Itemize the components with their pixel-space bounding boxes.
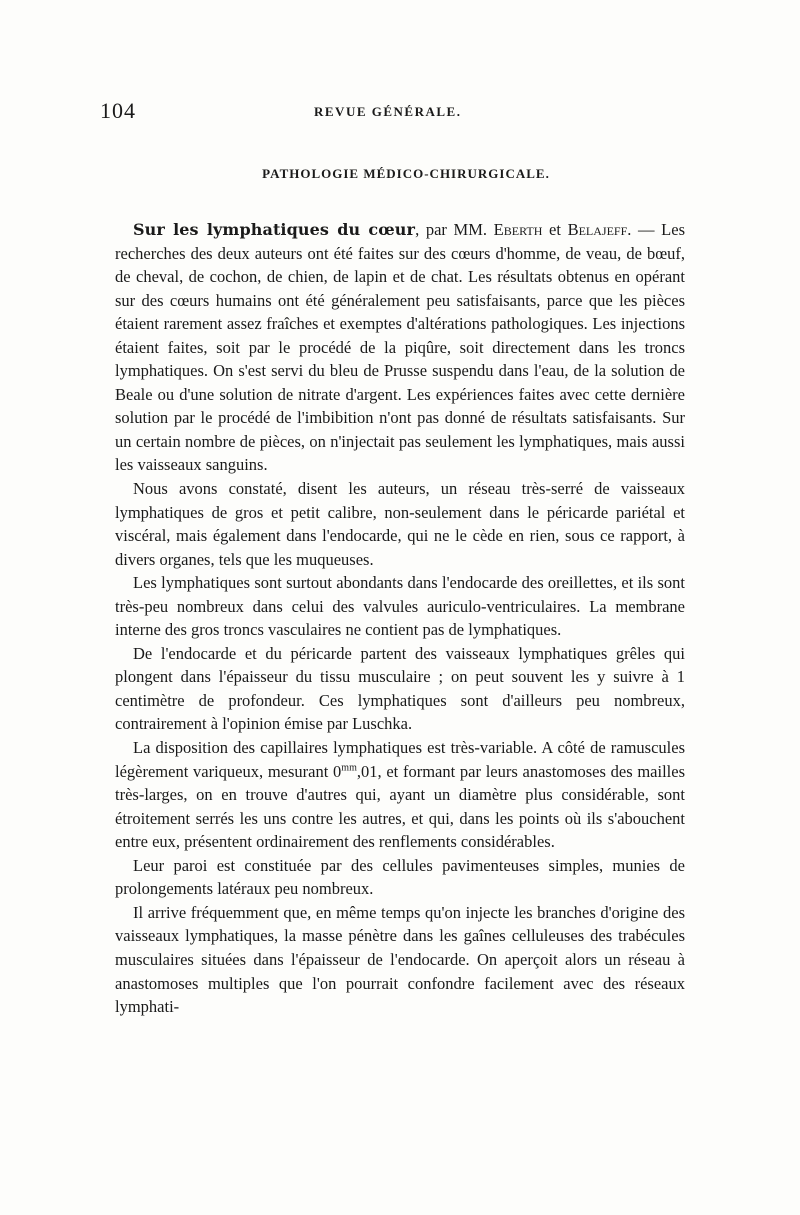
running-head <box>100 98 700 122</box>
article-body <box>115 218 685 1019</box>
paragraph-5-text-b: ,01, et formant par leurs anastomoses des mailles très-larges, on en trouve d'autres qui, ayant un diamètre plus considérable, sont étroitement serrés les uns contre les autres, et qui, dans les points où ils s'abouchent entre eux, présentent ordinairement des renflements considérables. <box>115 761 685 852</box>
paragraph-6: Leur paroi est constituée par des cellules pavimenteuses simples, munies de prolongements latéraux peu nombreux. <box>115 855 685 899</box>
author-eberth: Eberth <box>493 220 543 239</box>
paragraph-4: De l'endocarde et du péricarde partent des vaisseaux lymphatiques grêles qui plongent dans l'épaisseur du tissu musculaire ; on peut souvent les y suivre à 1 centimètre de profondeur. Ces lymphatiques sont d'ailleurs peu nombreux, contrairement à l'opinion émise par Luschka. <box>115 643 685 734</box>
journal-title: REVUE GÉNÉRALE. <box>314 104 462 119</box>
section-title: PATHOLOGIE MÉDICO-CHIRURGICALE. <box>262 166 550 181</box>
paragraph-5 <box>115 736 685 854</box>
byline-join: et <box>542 220 568 239</box>
paragraph-3: Les lymphatiques sont surtout abondants dans l'endocarde des oreillettes, et ils sont très-peu nombreux dans celui des valvules auriculo-ventriculaires. La membrane interne des gros troncs vasculaires ne contient pas de lymphatiques. <box>115 573 685 640</box>
author-belajeff: Belajeff <box>567 220 628 239</box>
byline-prefix: , par MM. <box>415 220 494 239</box>
byline-end: . <box>627 220 632 239</box>
paragraph-2: Nous avons constaté, disent les auteurs, un réseau très-serré de vaisseaux lymphatiques de gros et petit calibre, non-seulement dans le péricarde pariétal et viscéral, mais également dans l'endocarde, qui ne le cède en rien, sous ce rapport, à divers organes, tels que les muqueuses. <box>115 479 685 569</box>
page-number: 104 <box>100 98 136 123</box>
paragraph-5-text-a: La disposition des capillaires lymphatiques est très-variable. A côté de ramuscules légèrement variqueux, mesurant 0 <box>115 738 685 781</box>
article-title: Sur les lymphatiques du cœur <box>133 220 416 239</box>
paragraph-1-text: — Les recherches des deux auteurs ont été faites sur des cœurs d'homme, de veau, de bœuf, de cheval, de cochon, de chien, de lapin et de chat. Les résultats obtenus en opérant sur des cœurs humains ont été généralement peu satisfaisants, parce que les pièces étaient rarement assez fraîches et exemptes d'altérations pathologiques. Les injections étaient faites, soit par le procédé de la piqûre, soit directement dans les troncs lymphatiques. On s'est servi du bleu de Prusse suspendu dans l'eau, de la solution de Beale ou d'une solution de nitrate d'argent. Les expériences faites avec cette dernière solution par le procédé de l'imbibition n'ont pas donné de résultats satisfaisants. Sur un certain nombre de pièces, on n'injectait pas seulement les lymphatiques, mais aussi les vaisseaux sanguins. <box>115 220 685 475</box>
paragraph-1 <box>115 218 685 477</box>
millimetre-superscript: mm <box>341 762 357 774</box>
paragraph-7: Il arrive fréquemment que, en même temps qu'on injecte les branches d'origine des vaisseaux lymphatiques, la masse pénètre dans les gaînes celluleuses des trabécules musculaires situées dans l'épaisseur de l'endocarde. On aperçoit alors un réseau à anastomoses multiples que l'on pourrait confondre facilement avec des réseaux lymphati- <box>115 902 685 1017</box>
